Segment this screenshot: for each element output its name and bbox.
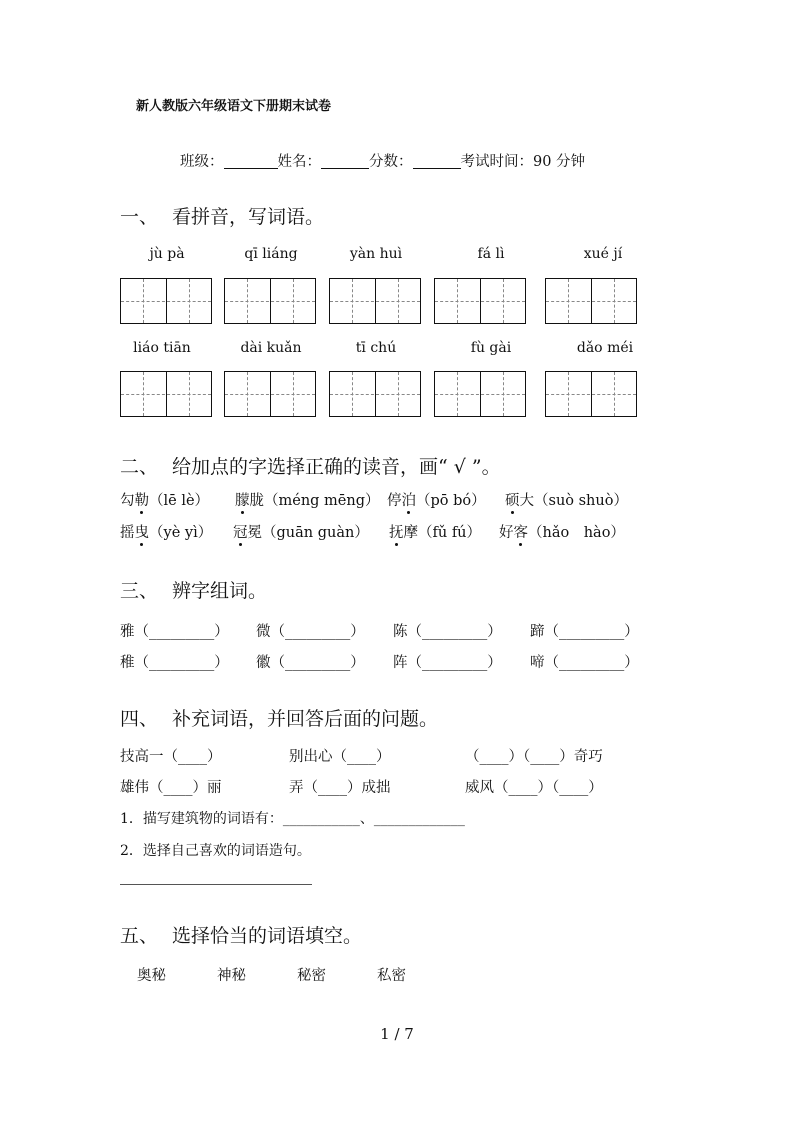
pinyin-1: jù pà: [149, 246, 185, 262]
question-1: 1．描写建筑物的词语有：___________、_____________: [120, 811, 465, 827]
pinyin-9: fù gài: [470, 340, 512, 356]
idiom-item: （____）（____）奇巧: [465, 749, 603, 765]
answer-line[interactable]: [120, 884, 312, 885]
writing-grid[interactable]: [120, 371, 212, 417]
reading-item: 硕大（suò shuò）: [505, 489, 628, 510]
writing-grid[interactable]: [545, 278, 637, 324]
word-option: 神秘: [217, 968, 246, 984]
class-blank[interactable]: [224, 153, 278, 169]
section-1-heading: 一、 看拼音，写词语。: [120, 206, 325, 228]
pinyin-5: xué jí: [583, 246, 623, 262]
word-option: 奥秘: [137, 968, 166, 984]
score-blank[interactable]: [413, 153, 461, 169]
writing-grid[interactable]: [434, 278, 526, 324]
pinyin-4: fá lì: [477, 246, 505, 262]
pinyin-2: qī liáng: [244, 246, 298, 262]
reading-item: 摇曳（yè yì）: [120, 521, 212, 542]
word-option: 私密: [377, 968, 406, 984]
idiom-item: 弄（____）成拙: [289, 780, 391, 796]
page-number: 1 / 7: [380, 1025, 414, 1043]
pinyin-3: yàn huì: [349, 246, 403, 262]
word-item: 徽（_________）: [256, 655, 365, 671]
word-option: 秘密: [297, 968, 326, 984]
pinyin-10: dǎo méi: [576, 340, 634, 356]
idiom-item: 别出心（____）: [289, 749, 391, 765]
word-item: 微（_________）: [256, 624, 365, 640]
pinyin-8: tī chú: [355, 340, 397, 356]
section-4-heading: 四、 补充词语，并回答后面的问题。: [120, 708, 439, 730]
reading-item: 朦胧（méng mēng）: [235, 489, 380, 510]
idiom-item: 威风（____）（____）: [465, 780, 603, 796]
question-2: 2．选择自己喜欢的词语造句。: [120, 843, 311, 859]
idiom-item: 技高一（____）: [120, 749, 222, 765]
reading-item: 抚摩（fǔ fú）: [389, 521, 481, 542]
reading-item: 勾勒（lē lè）: [120, 489, 209, 510]
word-item: 稚（_________）: [120, 655, 229, 671]
page-title: 新人教版六年级语文下册期末试卷: [136, 99, 332, 114]
idiom-item: 雄伟（____）丽: [120, 780, 222, 796]
name-label: 姓名：: [277, 154, 321, 170]
student-info: [180, 150, 585, 171]
writing-grid[interactable]: [329, 278, 421, 324]
writing-grid[interactable]: [224, 278, 316, 324]
writing-grid[interactable]: [224, 371, 316, 417]
writing-grid[interactable]: [545, 371, 637, 417]
score-label: 分数：: [369, 154, 413, 170]
reading-item: 冠冕（guān guàn）: [233, 521, 369, 542]
section-3-heading: 三、 辨字组词。: [120, 580, 268, 602]
writing-grid[interactable]: [434, 371, 526, 417]
writing-grid[interactable]: [329, 371, 421, 417]
pinyin-6: liáo tiān: [133, 340, 191, 356]
time-label: 考试时间：90 分钟: [460, 154, 586, 170]
name-blank[interactable]: [321, 153, 369, 169]
word-item: 蹄（_________）: [530, 624, 639, 640]
word-item: 阵（_________）: [393, 655, 502, 671]
section-5-heading: 五、 选择恰当的词语填空。: [120, 925, 363, 947]
writing-grid[interactable]: [120, 278, 212, 324]
section-2-heading: 二、 给加点的字选择正确的读音，画“ √ ”。: [120, 456, 501, 478]
pinyin-7: dài kuǎn: [240, 340, 302, 356]
reading-item: 停泊（pō bó）: [387, 489, 486, 510]
class-label: 班级：: [180, 154, 224, 170]
word-item: 雅（_________）: [120, 624, 229, 640]
word-item: 啼（_________）: [530, 655, 639, 671]
word-item: 陈（_________）: [393, 624, 502, 640]
reading-item: 好客（hǎo hào）: [499, 521, 625, 542]
